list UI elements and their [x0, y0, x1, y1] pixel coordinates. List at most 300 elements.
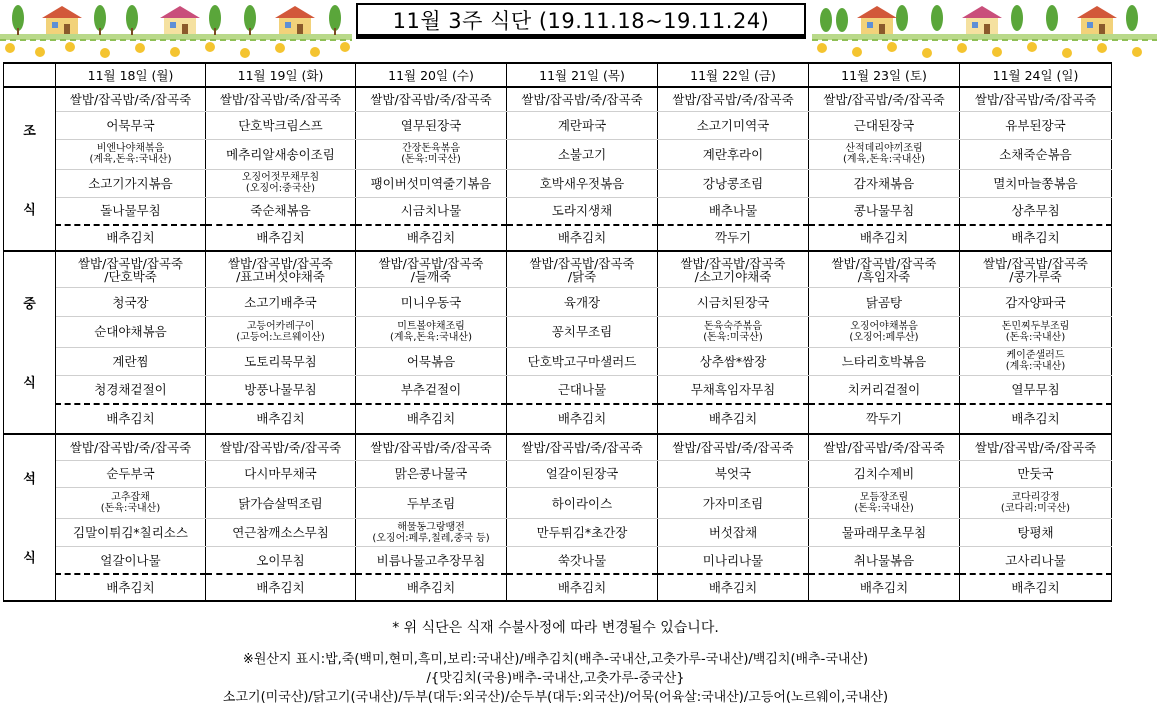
- menu-item: [356, 87, 507, 111]
- menu-item: [56, 434, 206, 461]
- menu-item-name: 배추김치: [106, 580, 155, 596]
- menu-item-note: (코다리:미국산): [1000, 503, 1071, 515]
- menu-item-name: 닭곰탕: [865, 294, 903, 310]
- menu-item: [507, 251, 658, 288]
- day-header: 11월 20일 (수): [356, 63, 507, 87]
- menu-item: [809, 225, 960, 252]
- menu-item: [809, 111, 960, 139]
- menu-item-name: 쌀밥/잡곡밥/죽/잡곡죽: [974, 91, 1097, 107]
- menu-item-name: 버섯잡채: [708, 525, 758, 541]
- menu-item-name: 메추리알새송이조림: [226, 146, 335, 162]
- menu-item: [960, 225, 1112, 252]
- menu-item-name: 고등어카레구이: [246, 320, 315, 332]
- menu-item: [206, 574, 356, 601]
- menu-item: [206, 488, 356, 519]
- menu-item: [507, 288, 658, 317]
- menu-item: [658, 111, 809, 139]
- menu-item: [960, 376, 1112, 405]
- menu-row: [4, 139, 1112, 170]
- menu-item-name: 만둣국: [1017, 466, 1054, 482]
- day-header: 11월 18일 (월): [56, 63, 206, 87]
- page-title: 11월 3주 식단 (19.11.18~19.11.24): [356, 3, 806, 36]
- menu-item: [809, 547, 960, 575]
- menu-item: [356, 225, 507, 252]
- menu-item-note: (오징어:중국산): [245, 183, 316, 195]
- menu-item-name: 김치수제비: [853, 466, 915, 482]
- menu-item-name: 배추김치: [256, 411, 305, 427]
- menu-item-name: 배추김치: [859, 580, 909, 596]
- menu-item: [206, 87, 356, 111]
- menu-item: [206, 460, 356, 488]
- menu-row: [4, 488, 1112, 519]
- menu-item-name: 강낭콩조림: [702, 175, 764, 191]
- menu-item-name: 도토리묵무침: [244, 353, 317, 369]
- menu-item-name: 미니우동국: [400, 294, 462, 310]
- menu-item: [206, 251, 356, 288]
- menu-item-note: /소고기야채죽: [694, 268, 772, 284]
- menu-item-name: 산적데리야끼조림: [845, 143, 923, 155]
- menu-item: [206, 404, 356, 434]
- menu-item-name: 배추김치: [406, 580, 456, 596]
- menu-item: [960, 488, 1112, 519]
- menu-item: [56, 518, 206, 547]
- menu-item: [658, 488, 809, 519]
- menu-item-name: 쌀밥/잡곡밥/죽/잡곡죽: [823, 439, 945, 455]
- day-header: 11월 22일 (금): [658, 63, 809, 87]
- meal-label: [4, 87, 56, 251]
- menu-item: [206, 547, 356, 575]
- menu-item: [507, 376, 658, 405]
- menu-item-name: 얼갈이나물: [100, 552, 161, 568]
- menu-item-name: 쌀밥/잡곡밥/잡곡죽: [680, 255, 786, 271]
- menu-item-name: 맑은콩나물국: [394, 466, 468, 482]
- menu-item-name: 시금치된장국: [696, 294, 770, 310]
- menu-row: [4, 87, 1112, 111]
- menu-item-name: 배추김치: [406, 230, 456, 246]
- menu-item-name: 쌀밥/잡곡밥/죽/잡곡죽: [823, 91, 945, 107]
- menu-item-name: 배추김치: [256, 580, 305, 596]
- menu-item: [658, 251, 809, 288]
- menu-item-name: 모듬장조림: [859, 492, 909, 504]
- menu-item: [56, 488, 206, 519]
- meal-label-top: 조: [23, 124, 36, 140]
- menu-item-note: /들깨죽: [410, 268, 452, 284]
- menu-item: [56, 404, 206, 434]
- menu-item-name: 쌀밥/잡곡밥/잡곡죽: [529, 255, 635, 271]
- house-garden-illustration-right: [812, 0, 1157, 62]
- menu-item-name: 북엇국: [714, 466, 752, 482]
- menu-item-note: (돈육:미국산): [703, 331, 763, 343]
- day-header: 11월 24일 (일): [960, 63, 1112, 87]
- meal-label-bottom: 식: [23, 203, 36, 219]
- menu-item-name: 쌀밥/잡곡밥/잡곡죽: [378, 255, 484, 271]
- menu-row: [4, 251, 1112, 288]
- menu-row: [4, 288, 1112, 317]
- meal-label-bottom: 식: [23, 551, 36, 567]
- menu-item-name: 쌀밥/잡곡밥/죽/잡곡죽: [219, 91, 342, 107]
- menu-item: [356, 347, 507, 376]
- menu-item-name: 육개장: [563, 294, 601, 310]
- menu-item: [356, 197, 507, 225]
- menu-item-name: 다시마무채국: [244, 466, 317, 482]
- menu-item: [56, 111, 206, 139]
- menu-item-name: 소고기가지볶음: [88, 175, 173, 191]
- menu-item-note: /닭죽: [567, 268, 597, 284]
- menu-item: [658, 376, 809, 405]
- menu-item-name: 케이준샐러드: [1006, 350, 1065, 362]
- menu-item: [960, 518, 1112, 547]
- menu-item-note: (계육,돈육:국내산): [390, 331, 472, 343]
- menu-item-name: 멸치마늘쫑볶음: [993, 175, 1078, 191]
- menu-item-note: (계육,돈육:국내산): [89, 154, 172, 166]
- menu-item-name: 배추나물: [708, 203, 758, 219]
- day-header: 11월 19일 (화): [206, 63, 356, 87]
- menu-item: [56, 547, 206, 575]
- menu-row: [4, 170, 1112, 198]
- menu-item: [206, 288, 356, 317]
- menu-item: [809, 197, 960, 225]
- menu-item-name: 하이라이스: [551, 495, 613, 511]
- menu-item: [809, 87, 960, 111]
- menu-item: [507, 404, 658, 434]
- menu-item-name: 소채죽순볶음: [999, 146, 1072, 162]
- menu-item: [507, 488, 658, 519]
- menu-item-name: 단호박고구마샐러드: [527, 353, 637, 369]
- menu-item-name: 쌀밥/잡곡밥/죽/잡곡죽: [974, 439, 1097, 455]
- menu-item-name: 쌀밥/잡곡밥/잡곡죽: [227, 255, 334, 271]
- menu-row: [4, 347, 1112, 376]
- menu-item: [960, 111, 1112, 139]
- menu-item: [507, 225, 658, 252]
- menu-item: [960, 460, 1112, 488]
- menu-item-name: 미나리나물: [702, 552, 764, 568]
- menu-item: [960, 139, 1112, 170]
- menu-item-name: 쌀밥/잡곡밥/잡곡죽: [831, 255, 937, 271]
- menu-item: [356, 376, 507, 405]
- menu-item: [809, 288, 960, 317]
- origin-line-1: ※원산지 표시:밥,죽(백미,현미,흑미,보리:국내산)/배추김치(배추-국내산,고춧가루-국내산)/백김치(배추-국내산): [242, 652, 869, 667]
- menu-item: [960, 574, 1112, 601]
- menu-item: [56, 197, 206, 225]
- menu-item: [658, 434, 809, 461]
- menu-item: [658, 197, 809, 225]
- menu-item-note: (계육,돈육:국내산): [843, 154, 925, 166]
- menu-item-name: 배추김치: [557, 411, 607, 427]
- menu-item: [507, 574, 658, 601]
- menu-item: [809, 347, 960, 376]
- menu-item: [356, 139, 507, 170]
- menu-item-name: 쌀밥/잡곡밥/죽/잡곡죽: [672, 439, 794, 455]
- menu-item-name: 배추김치: [1011, 580, 1060, 596]
- menu-item-name: 치커리겉절이: [847, 382, 921, 398]
- menu-row: [4, 518, 1112, 547]
- menu-item-name: 배추김치: [1011, 230, 1060, 246]
- menu-item-name: 오징어야채볶음: [850, 320, 918, 332]
- menu-item: [507, 111, 658, 139]
- menu-item: [356, 404, 507, 434]
- menu-item-name: 소불고기: [557, 146, 607, 162]
- origin-line-3: 소고기(미국산)/닭고기(국내산)/두부(대두:외국산)/순두부(대두:외국산)/어묵(어육살:국내산)/고등어(노르웨이,국내산): [222, 690, 889, 705]
- menu-item-name: 고사리나물: [1005, 552, 1066, 568]
- menu-item: [206, 434, 356, 461]
- menu-item-name: 상추쌈*쌈장: [699, 353, 767, 369]
- menu-item-name: 비름나물고추장무침: [376, 552, 486, 568]
- meal-label-bottom: 식: [23, 376, 36, 392]
- menu-item: [658, 170, 809, 198]
- menu-item-name: 죽순채볶음: [250, 203, 311, 219]
- weekly-menu-table: [3, 62, 1112, 602]
- menu-item-name: 물파래무초무침: [841, 525, 927, 541]
- menu-item-name: 오이무침: [256, 552, 305, 568]
- menu-item-name: 무채흑임자무침: [690, 382, 776, 398]
- menu-item: [206, 376, 356, 405]
- menu-item-name: 취나물볶음: [853, 552, 915, 568]
- menu-item-name: 배추김치: [708, 580, 758, 596]
- menu-item: [960, 288, 1112, 317]
- menu-row: [4, 197, 1112, 225]
- menu-item: [809, 404, 960, 434]
- menu-item: [56, 288, 206, 317]
- menu-item-name: 청경채겉절이: [94, 382, 167, 398]
- day-header: 11월 23일 (토): [809, 63, 960, 87]
- menu-item-name: 감자채볶음: [853, 175, 915, 191]
- menu-item: [356, 170, 507, 198]
- menu-item-name: 쌀밥/잡곡밥/죽/잡곡죽: [521, 439, 643, 455]
- menu-item-name: 배추김치: [557, 230, 607, 246]
- menu-item: [507, 347, 658, 376]
- menu-item-name: 방풍나물무침: [244, 382, 317, 398]
- menu-row: [4, 316, 1112, 347]
- menu-item: [356, 251, 507, 288]
- menu-item-name: 연근참깨소스무침: [232, 525, 329, 541]
- menu-item: [658, 518, 809, 547]
- change-notice: * 위 식단은 식재 수불사정에 따라 변경될수 있습니다.: [392, 620, 719, 636]
- menu-item-name: 가자미조림: [702, 495, 764, 511]
- menu-item: [356, 288, 507, 317]
- menu-item: [356, 111, 507, 139]
- menu-item: [658, 574, 809, 601]
- menu-item: [356, 316, 507, 347]
- menu-item-name: 감자양파국: [1005, 294, 1066, 310]
- menu-item: [206, 518, 356, 547]
- menu-item: [960, 251, 1112, 288]
- menu-item-name: 상추무침: [1011, 203, 1060, 219]
- day-header-row: [4, 63, 1112, 87]
- menu-item: [206, 197, 356, 225]
- menu-item-name: 콩나물무침: [853, 203, 915, 219]
- menu-item-name: 쌀밥/잡곡밥/죽/잡곡죽: [69, 439, 192, 455]
- menu-item: [507, 87, 658, 111]
- menu-item-note: (계육:국내산): [1005, 361, 1066, 373]
- menu-item-note: (고등어:노르웨이산): [236, 331, 325, 343]
- menu-item-name: 닭가슴살떡조림: [238, 495, 323, 511]
- menu-row: [4, 434, 1112, 461]
- menu-item: [206, 225, 356, 252]
- menu-item: [356, 434, 507, 461]
- menu-item: [960, 316, 1112, 347]
- menu-item-name: 근대된장국: [853, 117, 915, 133]
- menu-item-name: 소고기배추국: [244, 294, 317, 310]
- menu-item-name: 도라지생채: [551, 203, 613, 219]
- origin-line-2: /{맛김치(국용)배추-국내산,고춧가루-중국산}: [426, 671, 685, 686]
- menu-item-note: (오징어:페루산): [849, 331, 919, 343]
- menu-item: [960, 547, 1112, 575]
- menu-item-name: 간장돈육볶음: [402, 143, 460, 155]
- menu-item: [507, 139, 658, 170]
- menu-item-name: 비엔나야채볶음: [96, 143, 165, 155]
- meal-label-top: 석: [23, 472, 36, 488]
- menu-item: [960, 170, 1112, 198]
- menu-item: [507, 434, 658, 461]
- menu-item-name: 쌀밥/잡곡밥/죽/잡곡죽: [370, 439, 492, 455]
- meal-label: [4, 251, 56, 434]
- menu-item-name: 쑥갓나물: [557, 552, 607, 568]
- menu-item: [356, 488, 507, 519]
- menu-item-name: 쌀밥/잡곡밥/잡곡죽: [77, 255, 184, 271]
- corner-cell: [4, 63, 56, 87]
- menu-item: [356, 518, 507, 547]
- menu-item-name: 얼갈이된장국: [545, 466, 619, 482]
- menu-item-name: 쌀밥/잡곡밥/잡곡죽: [982, 255, 1089, 271]
- menu-item: [507, 518, 658, 547]
- menu-item-name: 탕평채: [1017, 525, 1054, 541]
- menu-item: [658, 288, 809, 317]
- menu-item: [206, 347, 356, 376]
- menu-item-name: 열무된장국: [400, 117, 462, 133]
- menu-item-name: 유부된장국: [1005, 117, 1066, 133]
- menu-item: [809, 518, 960, 547]
- menu-item-name: 계란파국: [557, 117, 607, 133]
- menu-item-name: 쌀밥/잡곡밥/죽/잡곡죽: [219, 439, 342, 455]
- menu-item-name: 단호박크림스프: [238, 117, 323, 133]
- menu-row: [4, 225, 1112, 252]
- menu-item-name: 깍두기: [865, 411, 903, 427]
- menu-item: [56, 225, 206, 252]
- menu-item-name: 김말이튀김*칠리소스: [73, 525, 188, 541]
- menu-item: [356, 547, 507, 575]
- menu-item: [206, 139, 356, 170]
- menu-item: [658, 139, 809, 170]
- menu-item-name: 배추김치: [1011, 411, 1060, 427]
- menu-item-note: (돈육:미국산): [401, 154, 461, 166]
- menu-item: [356, 460, 507, 488]
- menu-item: [56, 347, 206, 376]
- menu-item: [56, 316, 206, 347]
- menu-item-note: /단호박죽: [104, 268, 157, 284]
- menu-item: [809, 139, 960, 170]
- meal-label-top: 중: [23, 297, 36, 313]
- menu-item-name: 깍두기: [714, 230, 752, 246]
- menu-item-name: 근대나물: [557, 382, 607, 398]
- menu-item-note: (돈육:국내산): [1005, 331, 1066, 343]
- menu-item: [809, 434, 960, 461]
- menu-item-name: 돈민찌두부조림: [1001, 320, 1070, 332]
- menu-item-note: (돈육:국내산): [100, 503, 161, 515]
- menu-item: [809, 488, 960, 519]
- menu-item: [960, 347, 1112, 376]
- menu-item-name: 배추김치: [406, 411, 456, 427]
- menu-item: [206, 316, 356, 347]
- menu-row: [4, 574, 1112, 601]
- menu-item-name: 미트볼야채조림: [397, 320, 465, 332]
- menu-item-name: 시금치나물: [400, 203, 462, 219]
- menu-item-name: 배추김치: [557, 580, 607, 596]
- menu-item: [960, 197, 1112, 225]
- menu-item-name: 쌀밥/잡곡밥/죽/잡곡죽: [69, 91, 192, 107]
- menu-row: [4, 111, 1112, 139]
- menu-item-name: 소고기미역국: [696, 117, 770, 133]
- menu-item: [507, 460, 658, 488]
- menu-row: [4, 547, 1112, 575]
- menu-item-name: 쌀밥/잡곡밥/죽/잡곡죽: [521, 91, 643, 107]
- menu-item: [56, 251, 206, 288]
- menu-item: [658, 347, 809, 376]
- menu-item: [507, 170, 658, 198]
- menu-item-name: 청국장: [112, 294, 149, 310]
- menu-item: [56, 87, 206, 111]
- menu-item: [56, 574, 206, 601]
- menu-item: [56, 376, 206, 405]
- menu-item: [960, 404, 1112, 434]
- menu-item-note: /표고버섯야채죽: [236, 268, 325, 284]
- menu-item: [658, 87, 809, 111]
- house-garden-illustration-left: [0, 0, 352, 62]
- menu-item-name: 팽이버섯미역줄기볶음: [370, 175, 492, 191]
- menu-item: [960, 87, 1112, 111]
- menu-item: [507, 547, 658, 575]
- menu-item: [809, 170, 960, 198]
- menu-item-name: 계란후라이: [702, 146, 764, 162]
- menu-item-note: (돈육:국내산): [854, 503, 914, 515]
- menu-item-note: (오징어:페루,칠레,중국 등): [372, 532, 490, 544]
- menu-item-name: 오징어젓무채무침: [241, 172, 320, 184]
- menu-item: [809, 574, 960, 601]
- menu-item-name: 순대야채볶음: [94, 324, 167, 340]
- menu-item: [658, 460, 809, 488]
- menu-row: [4, 460, 1112, 488]
- header-banner: [0, 0, 1157, 62]
- menu-item: [56, 460, 206, 488]
- menu-item-name: 느타리호박볶음: [841, 353, 927, 369]
- menu-item-name: 순두부국: [106, 466, 155, 482]
- menu-item-name: 쌀밥/잡곡밥/죽/잡곡죽: [370, 91, 492, 107]
- menu-item: [658, 404, 809, 434]
- menu-item: [809, 460, 960, 488]
- menu-item-name: 배추김치: [859, 230, 909, 246]
- menu-item-name: 열무무침: [1011, 382, 1060, 398]
- menu-item: [507, 316, 658, 347]
- menu-item-name: 계란찜: [112, 353, 149, 369]
- menu-item-name: 쌀밥/잡곡밥/죽/잡곡죽: [672, 91, 794, 107]
- title-divider: [356, 36, 806, 39]
- day-header: 11월 21일 (목): [507, 63, 658, 87]
- menu-item: [658, 225, 809, 252]
- menu-item-name: 만두튀김*초간장: [536, 525, 628, 541]
- menu-item-name: 어묵무국: [106, 117, 155, 133]
- menu-item: [56, 170, 206, 198]
- menu-item: [56, 139, 206, 170]
- menu-item: [658, 547, 809, 575]
- menu-item-name: 돌나물무침: [100, 203, 161, 219]
- menu-row: [4, 376, 1112, 405]
- menu-item-name: 배추김치: [256, 230, 305, 246]
- menu-item: [206, 111, 356, 139]
- menu-item: [507, 197, 658, 225]
- menu-item-name: 꽁치무조림: [551, 324, 613, 340]
- menu-item-name: 돈육숙주볶음: [704, 320, 762, 332]
- menu-row: [4, 404, 1112, 434]
- menu-item: [809, 376, 960, 405]
